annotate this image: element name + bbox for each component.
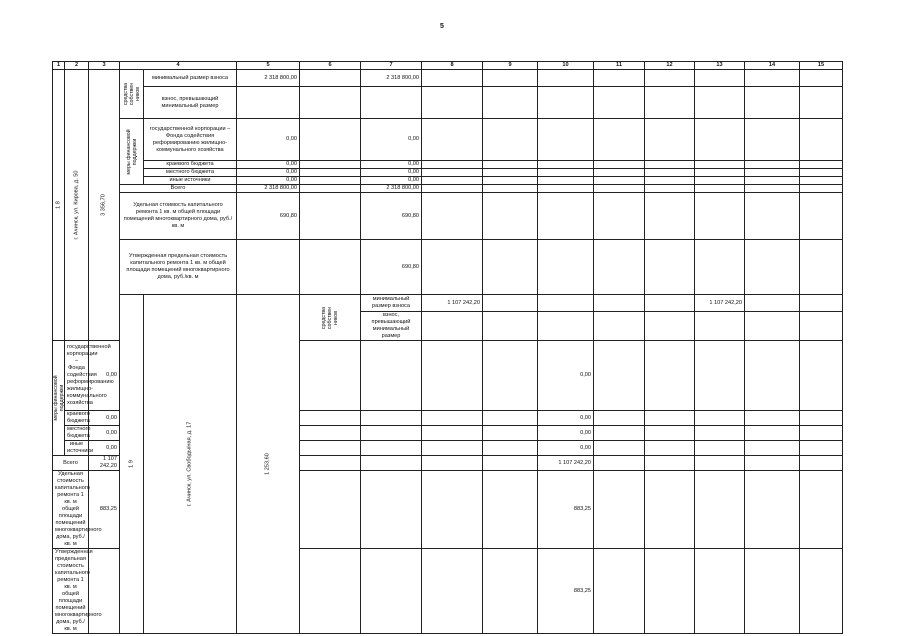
- value-col7: 0,00: [361, 169, 422, 177]
- header-cell: 8: [422, 62, 483, 70]
- label-regional: краевого бюджета: [144, 161, 237, 169]
- value-col5: 0,00: [237, 161, 300, 169]
- value-col7: [361, 341, 422, 411]
- table-row: [53, 240, 843, 295]
- value-col7: [361, 441, 422, 456]
- value-col10: 1 107 242,20: [538, 456, 594, 471]
- label-min-contribution: минимальный размер взноса: [361, 295, 422, 312]
- header-cell: 15: [800, 62, 843, 70]
- table-row: [53, 185, 843, 193]
- value-col7: 690,80: [361, 193, 422, 240]
- owners-funds-label: средства собствен ников: [300, 295, 361, 341]
- label-other: иные источники: [144, 177, 237, 185]
- header-cell: 13: [695, 62, 745, 70]
- value-col5: 0,00: [237, 169, 300, 177]
- value-col7: 2 318 800,00: [361, 70, 422, 87]
- header-cell: 7: [361, 62, 422, 70]
- value-col10: 883,25: [538, 471, 594, 549]
- label-local: местного бюджета: [144, 169, 237, 177]
- label-limit-cost: Утвержденная предельная стоимость капитального ремонта 1 кв. м общей площади помещений многоквартирного дома, руб./кв. м: [120, 240, 237, 295]
- value-col10: 0,00: [538, 341, 594, 411]
- value-col10: [538, 177, 594, 185]
- support-measures-label: меры финансовой поддержки: [53, 341, 65, 456]
- label-total: Всего: [120, 185, 237, 193]
- row-area: 1 253,60: [237, 295, 300, 634]
- table-row: [53, 177, 843, 185]
- value-col5: 0,00: [237, 119, 300, 161]
- value-col5: 690,80: [237, 193, 300, 240]
- value-col5: 0,00: [89, 341, 120, 411]
- label-over-min: взнос, превышающий минимальный размер: [361, 312, 422, 341]
- value-col5: 0,00: [89, 426, 120, 441]
- header-cell: 6: [300, 62, 361, 70]
- value-col5: 0,00: [89, 411, 120, 426]
- value-col10: 1 107 242,20: [695, 295, 745, 312]
- value-col5: [89, 549, 120, 634]
- value-col5: 0,00: [89, 441, 120, 456]
- value-col5: 2 318 800,00: [237, 70, 300, 87]
- value-col7: [361, 426, 422, 441]
- label-total: Всего: [53, 456, 89, 471]
- table-row: [53, 193, 843, 240]
- owners-funds-label: средства собствен ников: [120, 70, 144, 119]
- value-col7: 2 318 800,00: [361, 185, 422, 193]
- label-regional: краевого бюджета: [65, 411, 89, 426]
- value-col5: 2 318 800,00: [237, 185, 300, 193]
- value-col5: 1 107 242,20: [422, 295, 483, 312]
- label-other: иные источники: [65, 441, 89, 456]
- value-col10: [538, 70, 594, 87]
- header-cell: 1: [53, 62, 65, 70]
- header-cell: 2: [65, 62, 89, 70]
- label-unit-cost: Удельная стоимость капитального ремонта 1 кв. м общей площади помещений многоквартирного дома, руб./кв. м: [53, 471, 89, 549]
- header-cell: 10: [538, 62, 594, 70]
- value-col7: 690,80: [361, 240, 422, 295]
- table-row: [53, 161, 843, 169]
- value-col10: 0,00: [538, 441, 594, 456]
- value-col10: [538, 169, 594, 177]
- table-row: [53, 169, 843, 177]
- header-row: [53, 62, 843, 70]
- header-cell: 3: [89, 62, 120, 70]
- label-limit-cost: Утвержденная предельная стоимость капитального ремонта 1 кв. м общей площади помещений многоквартирного дома, руб./кв. м: [53, 549, 89, 634]
- label-fund: государственной корпорации – Фонда содействия реформированию жилищно-коммунального хозяйства: [144, 119, 237, 161]
- value-col5: 1 107 242,20: [89, 456, 120, 471]
- value-col10: [538, 193, 594, 240]
- header-cell: 9: [483, 62, 538, 70]
- row-address: г. Ачинск, ул. Свободы/ная, д. 17: [144, 295, 237, 634]
- label-local: местного бюджета: [65, 426, 89, 441]
- row-number: 1 8: [53, 70, 65, 341]
- value-col7: [538, 295, 594, 312]
- page-number: 5: [440, 23, 444, 30]
- label-min-contribution: минимальный размер взноса: [144, 70, 237, 87]
- value-col10: 0,00: [538, 426, 594, 441]
- row-number: 1 9: [120, 295, 144, 634]
- value-col7: 0,00: [361, 119, 422, 161]
- header-cell: 11: [594, 62, 645, 70]
- value-col10: [538, 161, 594, 169]
- label-fund: государственной корпорации – Фонда содействия реформированию жилищно-коммунального хозяйства: [65, 341, 89, 411]
- value-col7: [361, 411, 422, 426]
- table-row: [53, 70, 843, 87]
- value-col5: [237, 240, 300, 295]
- value-col10: [538, 185, 594, 193]
- value-col7: [361, 456, 422, 471]
- label-over-min: взнос, превышающий минимальный размер: [144, 87, 237, 119]
- value-col5: 883,25: [89, 471, 120, 549]
- capital-repair-table: [52, 61, 843, 634]
- row-area: 3 356,70: [89, 70, 120, 341]
- value-col10: 883,25: [538, 549, 594, 634]
- header-cell: 4: [120, 62, 237, 70]
- value-col10: [538, 240, 594, 295]
- value-col5: 0,00: [237, 177, 300, 185]
- label-unit-cost: Удельная стоимость капитального ремонта 1 кв. м общей площади помещений многоквартирного дома, руб./кв. м: [120, 193, 237, 240]
- value-col10: [538, 119, 594, 161]
- value-col7: 0,00: [361, 177, 422, 185]
- value-col7: [361, 471, 422, 549]
- header-cell: 14: [745, 62, 800, 70]
- header-cell: 5: [237, 62, 300, 70]
- value-col10: 0,00: [538, 411, 594, 426]
- header-cell: 12: [645, 62, 695, 70]
- row-address: г. Ачинск, ул. Кирова, д. 50: [65, 70, 89, 341]
- table-row: [53, 119, 843, 161]
- table-row: [53, 295, 843, 312]
- value-col7: 0,00: [361, 161, 422, 169]
- support-measures-label: меры финансовой поддержки: [120, 119, 144, 185]
- value-col7: [361, 549, 422, 634]
- table-row: [53, 87, 843, 119]
